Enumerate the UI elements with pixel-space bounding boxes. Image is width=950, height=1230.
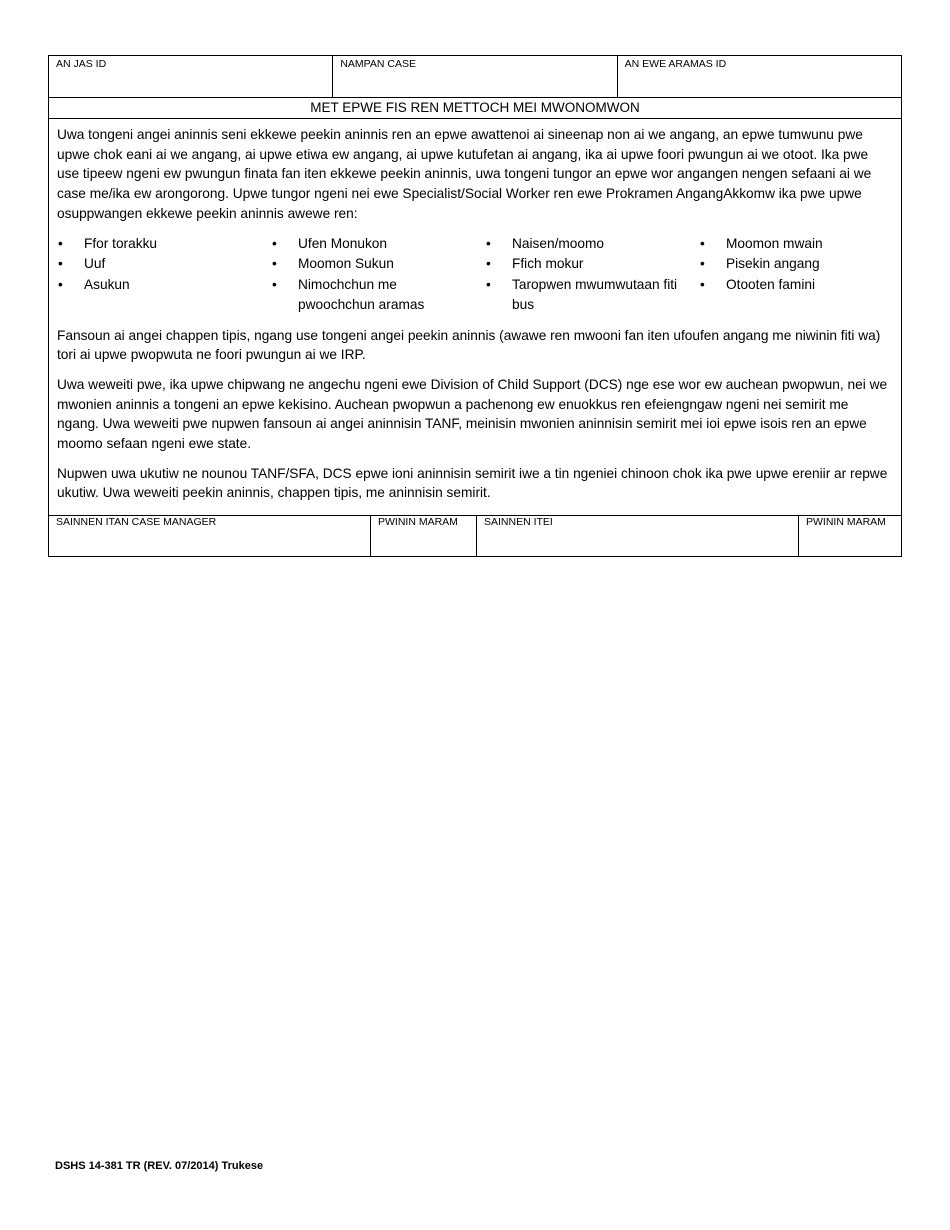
list-item: • Nimochchun me pwoochchun aramas — [271, 275, 485, 316]
services-column-4 — [699, 234, 895, 316]
case-number-field[interactable] — [332, 56, 616, 97]
case-manager-signature-field[interactable] — [49, 516, 370, 556]
case-manager-date-field[interactable] — [370, 516, 476, 556]
client-signature-label: SAINNEN ITEI — [484, 516, 553, 529]
list-item: • Moomon mwain — [699, 234, 895, 255]
signature-row — [49, 515, 901, 556]
form-number-footer: DSHS 14-381 TR (REV. 07/2014) Trukese — [55, 1160, 264, 1172]
date-label: PWININ MARAM — [806, 516, 886, 529]
list-item: • Ffich mokur — [485, 254, 699, 275]
jas-id-label: AN JAS ID — [56, 58, 107, 70]
form-title: MET EPWE FIS REN METTOCH MEI MWONOMWON — [49, 98, 901, 119]
services-column-1 — [57, 234, 271, 316]
list-item: • Taropwen mwumwutaan fiti bus — [485, 275, 699, 316]
date-label: PWININ MARAM — [378, 516, 458, 529]
list-item: • Uuf — [57, 254, 271, 275]
client-signature-field[interactable] — [476, 516, 798, 556]
services-list — [57, 234, 893, 316]
list-item: • Pisekin angang — [699, 254, 895, 275]
list-item: • Ffor torakku — [57, 234, 271, 255]
list-item: • Ufen Monukon — [271, 234, 485, 255]
case-manager-signature-label: SAINNEN ITAN CASE MANAGER — [56, 516, 217, 529]
sanction-paragraph: Fansoun ai angei chappen tipis, ngang use tongeni angei peekin aninnis (awawe ren mwooni fan iten ufoufen angang me niwinin fiti wa) tori ai upwe pwopwuta ne foori pwungun ai we IRP. — [57, 327, 881, 363]
list-item: • Naisen/moomo — [485, 234, 699, 255]
aramas-id-label: AN EWE ARAMAS ID — [624, 58, 727, 70]
consent-form — [48, 55, 902, 557]
aramas-id-field[interactable] — [617, 56, 901, 97]
case-number-label: NAMPAN CASE — [340, 58, 416, 70]
id-header-row — [49, 56, 901, 98]
services-column-3 — [485, 234, 699, 316]
list-item: • Otooten famini — [699, 275, 895, 296]
intro-paragraph: Uwa tongeni angei aninnis seni ekkewe peekin aninnis ren an epwe awattenoi ai sineenap non ai we angang, an epwe tumwunu pwe upwe chok eani ai we angang, ai upwe etiwa ew angang, ai upwe kutufetan ai angang, ika ai upwe foori pwungun ai we otoot. Ika pwe use tipeew ngeni ew pwungun finata fan iten ekkewe peekin aninnis, uwa tongeni tungor an epwe wor angangen nengen sefaani ai we case me/ika ew arongorong. Upwe tungor ngeni nei ewe Specialist/Social Worker ren ewe Prokramen AngangAkkomw ika pwe upwe osuppwangen ekkewe peekin aninnis awewe ren: — [57, 127, 872, 221]
list-item: • Asukun — [57, 275, 271, 296]
jas-id-field[interactable] — [49, 56, 332, 97]
client-date-field[interactable] — [798, 516, 901, 556]
child-support-paragraph: Uwa weweiti pwe, ika upwe chipwang ne angechu ngeni ewe Division of Child Support (DCS) nge ese wor ew auchean pwopwun, nei we mwonien aninnis a tongeni an epwe kekisino. Auchean pwopwun a pachenong ew enuokkus ren efeiengngaw ngeni nei semirit me ngang. Uwa weweiti pwe nupwen fansoun ai angei aninnisin TANF, meinisin mwonien aninnisin semirit mei ioi epwe isois ren an epwe moomo sefaan ngeni ewe state. — [57, 376, 888, 452]
services-column-2 — [271, 234, 485, 316]
list-item: • Moomon Sukun — [271, 254, 485, 275]
form-body — [49, 119, 901, 515]
tanf-ending-paragraph: Nupwen uwa ukutiw ne nounou TANF/SFA, DCS epwe ioni aninnisin semirit iwe a tin ngeniei chinoon chok ika pwe upwe ereniir ar repwe ukutiw. Uwa weweiti peekin aninnis, chappen tipis, me aninnisin semirit. — [57, 465, 888, 501]
